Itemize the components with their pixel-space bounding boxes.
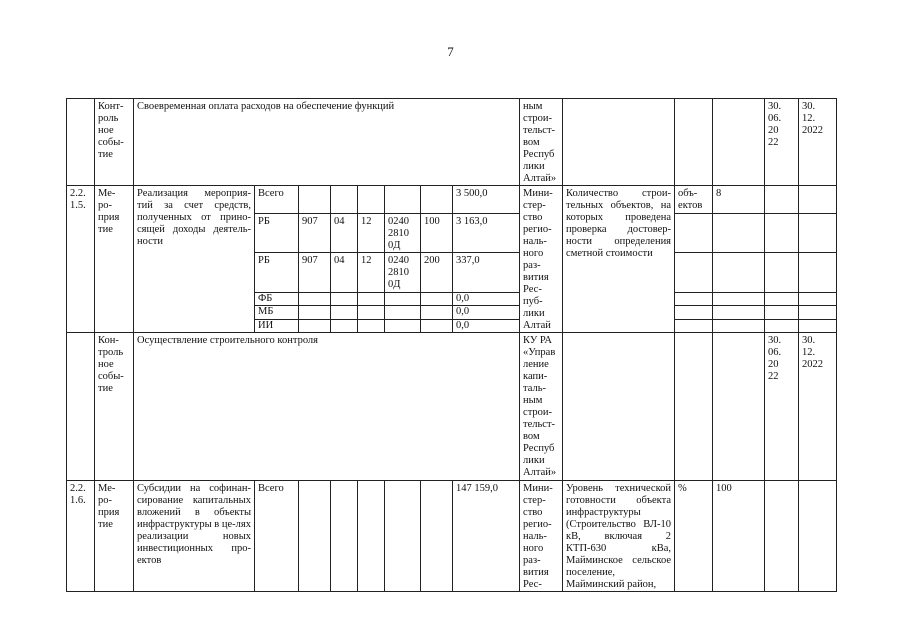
row-type-cell: Конт- роль ное собы- тие <box>95 99 134 186</box>
date-end-cell: 30. 12. 2022 <box>799 99 837 186</box>
date-start-cell <box>765 306 799 319</box>
date-end-cell <box>799 319 837 332</box>
expense-type-code <box>421 306 453 319</box>
executor-cell: ным строи- тельст- вом Респуб лики Алтай» <box>520 99 563 186</box>
grbs-code <box>299 293 331 306</box>
expense-type-code: 200 <box>421 253 453 293</box>
grbs-code <box>299 481 331 592</box>
target-article-code: 0240 2810 0Д <box>385 213 421 253</box>
executor-cell: КУ РА «Управ ление капи- таль- ным строи- тельст- вом Респуб лики Алтай» <box>520 333 563 481</box>
activity-executor: Мини- стер- ство регио- наль- ного раз- вития Рес- <box>520 481 563 592</box>
control-event-name: Осуществление строительного контроля <box>134 333 520 481</box>
indicator-unit <box>675 319 713 332</box>
target-article-code <box>385 306 421 319</box>
row-code-cell <box>67 99 95 186</box>
page-number: 7 <box>447 44 454 59</box>
unit-cell <box>675 99 713 186</box>
date-start-cell <box>765 293 799 306</box>
activity-type: Ме- ро- прия тие <box>95 481 134 592</box>
funding-source: Всего <box>255 481 299 592</box>
indicator-value: 100 <box>713 481 765 592</box>
funding-source: ФБ <box>255 293 299 306</box>
indicator-unit <box>675 306 713 319</box>
activity-name: Субсидии на софинан-сирование капитальных вложений в объекты инфраструктуры в це-лях реализации новых инвестиционных про-ектов <box>134 481 255 592</box>
indicator-value: 8 <box>713 186 765 214</box>
indicator-value <box>713 293 765 306</box>
unit-cell <box>675 333 713 481</box>
expense-type-code <box>421 293 453 306</box>
value-cell <box>713 333 765 481</box>
grbs-code: 907 <box>299 253 331 293</box>
control-event-name: Своевременная оплата расходов на обеспечение функций <box>134 99 520 186</box>
program-activities-table <box>66 98 837 592</box>
subsection-code: 12 <box>358 253 385 293</box>
indicator-unit: % <box>675 481 713 592</box>
grbs-code <box>299 306 331 319</box>
grbs-code <box>299 319 331 332</box>
date-end-cell <box>799 481 837 592</box>
indicator-name: Уровень технической готовности объекта инфраструктуры (Строительство ВЛ-10 кВ, включая 2 КТП-630 кВа, Майминское сельское поселение, Майминский район, <box>563 481 675 592</box>
indicator-unit <box>675 293 713 306</box>
date-start-cell <box>765 186 799 214</box>
funding-amount: 3 163,0 <box>453 213 520 253</box>
indicator-name: Количество строи-тельных объектов, на которых проведена проверка достовер-ности определения сметной стоимости <box>563 186 675 333</box>
expense-type-code <box>421 319 453 332</box>
control-event-row <box>67 99 837 186</box>
control-event-row <box>67 333 837 481</box>
funding-source: Всего <box>255 186 299 214</box>
subsection-code <box>358 293 385 306</box>
date-start-cell <box>765 481 799 592</box>
section-code: 04 <box>331 253 358 293</box>
activity-row <box>67 186 837 214</box>
date-end-cell <box>799 253 837 293</box>
date-start-cell <box>765 213 799 253</box>
date-start-cell <box>765 253 799 293</box>
indicator-value <box>713 319 765 332</box>
expense-type-code <box>421 481 453 592</box>
activity-type: Ме- ро- прия тие <box>95 186 134 333</box>
target-article-code <box>385 481 421 592</box>
funding-source: МБ <box>255 306 299 319</box>
activity-executor: Мини- стер- ство регио- наль- ного раз- вития Рес- пуб- лики Алтай <box>520 186 563 333</box>
activity-name: Реализация мероприя-тий за счет средств, полученных от прино-сящей доходы деятель-ности <box>134 186 255 333</box>
indicator-unit: объ- ектов <box>675 186 713 214</box>
activity-row <box>67 481 837 592</box>
target-article-code <box>385 186 421 214</box>
target-article-code: 0240 2810 0Д <box>385 253 421 293</box>
subsection-code <box>358 306 385 319</box>
funding-source: ИИ <box>255 319 299 332</box>
section-code: 04 <box>331 213 358 253</box>
section-code <box>331 186 358 214</box>
value-cell <box>713 99 765 186</box>
section-code <box>331 481 358 592</box>
indicator-value <box>713 306 765 319</box>
date-end-cell <box>799 306 837 319</box>
activity-code: 2.2. 1.6. <box>67 481 95 592</box>
date-start-cell: 30. 06. 20 22 <box>765 99 799 186</box>
funding-amount: 0,0 <box>453 319 520 332</box>
funding-amount: 0,0 <box>453 306 520 319</box>
funding-amount: 337,0 <box>453 253 520 293</box>
subsection-code <box>358 186 385 214</box>
expense-type-code <box>421 186 453 214</box>
funding-amount: 147 159,0 <box>453 481 520 592</box>
target-article-code <box>385 293 421 306</box>
date-start-cell <box>765 319 799 332</box>
date-end-cell <box>799 213 837 253</box>
subsection-code <box>358 481 385 592</box>
grbs-code <box>299 186 331 214</box>
indicator-cell <box>563 99 675 186</box>
funding-source: РБ <box>255 253 299 293</box>
date-end-cell <box>799 186 837 214</box>
row-code-cell <box>67 333 95 481</box>
target-article-code <box>385 319 421 332</box>
indicator-unit <box>675 213 713 253</box>
expense-type-code: 100 <box>421 213 453 253</box>
indicator-unit <box>675 253 713 293</box>
section-code <box>331 293 358 306</box>
subsection-code: 12 <box>358 213 385 253</box>
date-end-cell: 30. 12. 2022 <box>799 333 837 481</box>
funding-amount: 0,0 <box>453 293 520 306</box>
section-code <box>331 306 358 319</box>
indicator-value <box>713 213 765 253</box>
funding-amount: 3 500,0 <box>453 186 520 214</box>
grbs-code: 907 <box>299 213 331 253</box>
activity-code: 2.2. 1.5. <box>67 186 95 333</box>
indicator-cell <box>563 333 675 481</box>
indicator-value <box>713 253 765 293</box>
row-type-cell: Кон- троль ное собы- тие <box>95 333 134 481</box>
date-end-cell <box>799 293 837 306</box>
section-code <box>331 319 358 332</box>
subsection-code <box>358 319 385 332</box>
funding-source: РБ <box>255 213 299 253</box>
date-start-cell: 30. 06. 20 22 <box>765 333 799 481</box>
